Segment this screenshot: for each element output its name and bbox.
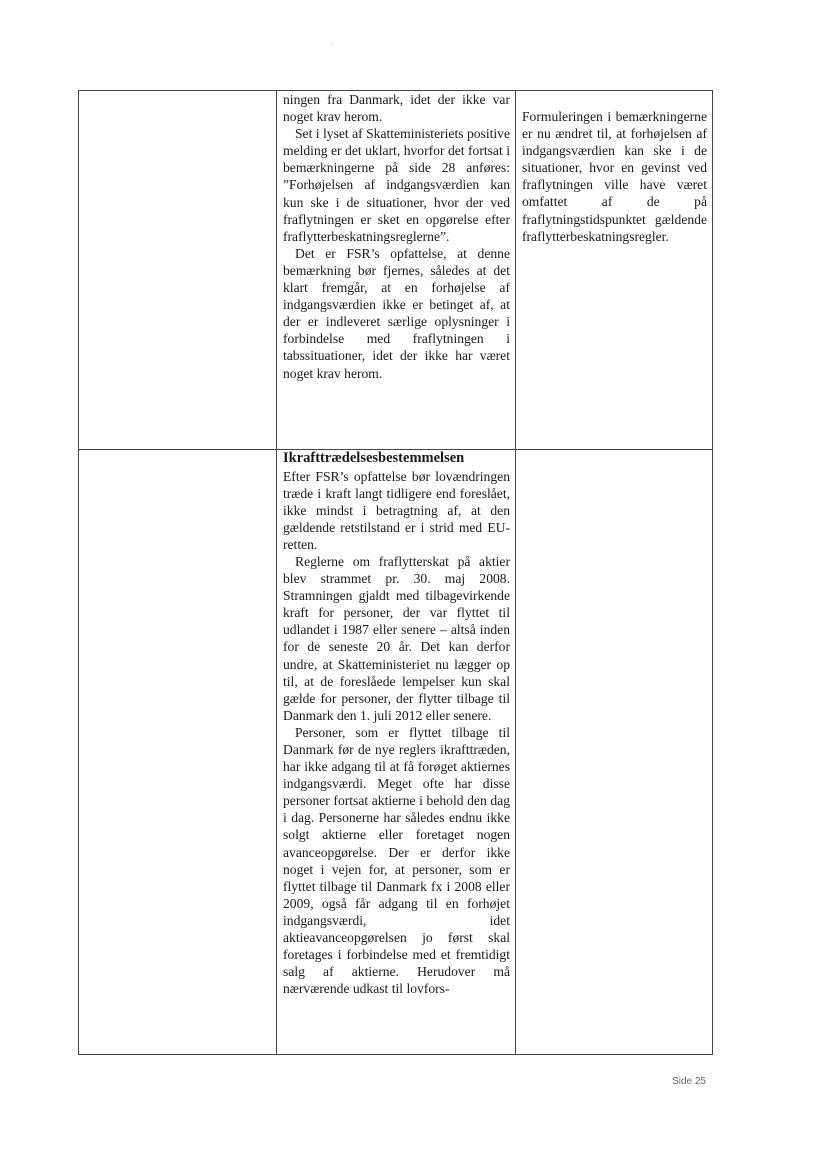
paragraph: Det er FSR’s opfattelse, at denne bemærkning bør fjernes, således at det klart fremgår, at en forhøjelse af indgangsværdien ikke er betinget af, at der er indleveret særlige oplysninger i forbindelse med fraflytningen i tabssituationer, idet der ikke har været noget krav herom. [283, 245, 510, 381]
section-heading: Ikrafttrædelsesbestemmelsen [283, 450, 465, 466]
table-row [79, 91, 713, 450]
consultation-table [78, 90, 713, 1055]
row1-column3-cell [516, 91, 713, 450]
paragraph: Efter FSR’s opfattelse bør lovændringen træde i kraft langt tidligere end foreslået, ikke mindst i betragtning af, at den gældende retstilstand er i strid med EU-retten. [283, 468, 510, 552]
row1-column1-cell [79, 91, 277, 450]
row2-column2-cell [277, 450, 516, 1055]
table-row [79, 450, 713, 1055]
row2-comment-text [277, 450, 515, 997]
row2-column3-cell [516, 450, 713, 1055]
row1-response-text: Formuleringen i bemærkningerne er nu ændret til, at forhøjelsen af indgangsværdien kan ske i de situationer, hvor en gevinst ved fraflytningen ville have været omfattet af de på fraflytningstidspunktet gældende fraflytterbeskatningsregler. [522, 109, 707, 244]
page-number: Side 25 [672, 1076, 706, 1087]
paragraph: Personer, som er flyttet tilbage til Danmark før de nye reglers ikrafttræden, har ikke adgang til at få forøget aktiernes indgangsværdi. Meget ofte har disse personer fortsat aktierne i behold den dag i dag. Personerne har således endnu ikke solgt aktierne eller foretaget nogen avanceopgørelse. Der er derfor ikke noget i vejen for, at personer, som er flyttet tilbage til Danmark fx i 2008 eller 2009, også får adgang til en forhøjet indgangsværdi, idet aktieavanceopgørelsen jo først skal foretages i forbindelse med et fremtidigt salg af aktierne. Herudover må nærværende udkast til lovfors- [283, 724, 510, 997]
paragraph: Set i lyset af Skatteministeriets positive melding er det uklart, hvorfor det fortsat i bemærkningerne på side 28 anføres: ”Forhøjelsen af indgangsværdien kan kun ske i de situationer, hvor der ved fraflytningen er sket en opgørelse efter fraflytterbeskatningsreglerne”. [283, 126, 510, 244]
row2-column1-cell [79, 450, 277, 1055]
row1-column2-cell [277, 91, 516, 450]
paragraph: ningen fra Danmark, idet der ikke var noget krav herom. [283, 92, 510, 125]
paragraph: Reglerne om fraflytterskat på aktier blev strammet pr. 30. maj 2008. Stramningen gjaldt med tilbagevirkende kraft for personer, der var flyttet til udlandet i 1987 eller senere – altså inden for de seneste 20 år. Det kan derfor undre, at Skatteministeriet nu lægger op til, at de foreslåede lempelser kun skal gælde for personer, der flytter tilbage til Danmark den 1. juli 2012 eller senere. [283, 553, 510, 723]
page-marker: · [331, 40, 335, 51]
row1-comment-text [277, 91, 515, 382]
